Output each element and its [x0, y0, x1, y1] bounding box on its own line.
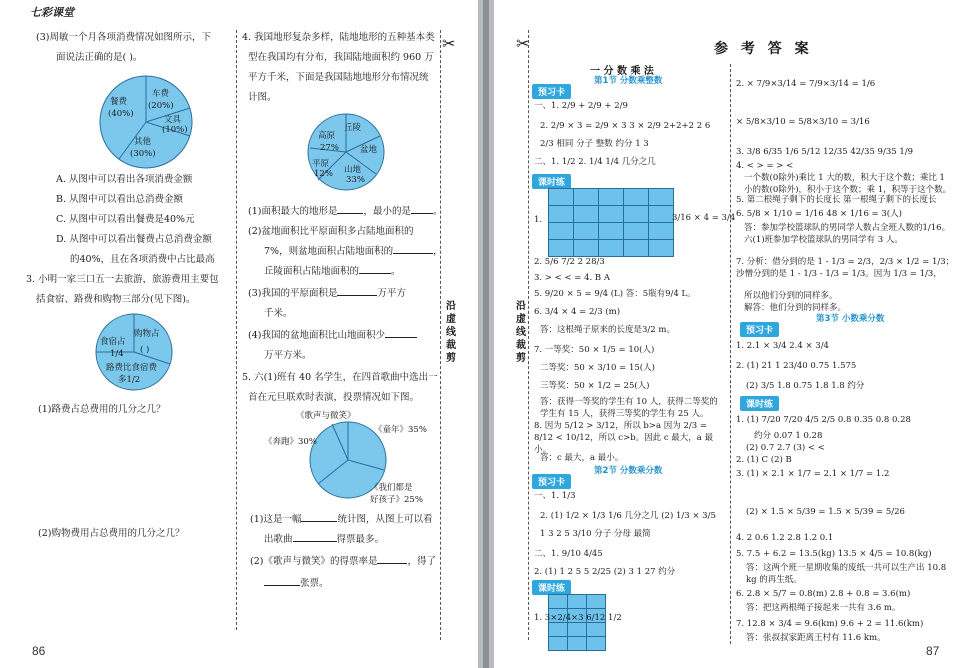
section3-title: 第3节 小数乘分数	[816, 314, 885, 324]
answer-line: 答：这根绳子原来的长度是3/2 m。	[540, 325, 675, 335]
section2-title: 第2节 分数乘分数	[594, 466, 663, 476]
answer-line: 2. (1) 1/2 × 1/3 1/6 几分之几 (2) 1/3 × 3/5	[540, 511, 716, 521]
answer-line: 一、1. 2/9 + 2/9 + 2/9	[534, 101, 628, 111]
answer-line: 二、1. 9/10 4/45	[534, 549, 603, 559]
answer-line: 3/16 × 4 = 3/4	[672, 213, 736, 223]
answer-line: 5. 第二根绳子剩下的长度长 第一根绳子剩下的长度长	[736, 195, 937, 205]
q4-part2a: (2)盆地面积比平原面积多占陆地面积的	[248, 226, 414, 237]
pie4-song-c: 《奔跑》30%	[264, 437, 317, 447]
answer-line: 5. 7.5 + 6.2 = 13.5(kg) 13.5 × 4/5 = 10.8(kg)	[736, 549, 932, 559]
q-trip-2: 括食宿、路费和购物三部分(见下图)。	[36, 294, 196, 305]
pie3-mountain: 山地	[344, 165, 362, 175]
q4-3: 平方千米，下面是我国陆地地形分布情况统	[248, 72, 429, 83]
answer-line: 6. 2.8 × 5/7 = 0.8(m) 2.8 + 0.8 = 3.6(m)	[736, 589, 911, 599]
scissors-icon-right: ✂	[516, 34, 530, 53]
scissors-icon: ✂	[442, 34, 456, 53]
pie3-mountain-pct: 33%	[346, 175, 365, 185]
pie1-stationery-pct: (10%)	[162, 125, 188, 135]
pie2-road: 路费比食宿费	[106, 363, 158, 373]
answer-line: 答：这两个班一星期收集的废纸一共可以生产出 10.8 kg 的再生纸。	[746, 563, 947, 585]
answer-line: 1. 2.1 × 3/4 2.4 × 3/4	[736, 341, 829, 351]
q-trip-part1: (1)路费占总费用的几分之几？	[38, 404, 166, 415]
q-trip: 3. 小明一家三口五一去旅游，旅游费用主要包	[26, 274, 219, 285]
answer-line: (2) × 1.5 × 5/39 = 1.5 × 5/39 = 5/26	[746, 507, 905, 517]
q4: 4. 我国地形复杂多样，陆地地形的五种基本类	[242, 32, 435, 43]
answer-line: 二等奖：50 × 3/10 = 15(人)	[540, 363, 655, 373]
answer-line: 答：把这两根绳子接起来一共有 3.6 m。	[746, 603, 901, 613]
answer-line: 5. 9/20 × 5 = 9/4 (L) 答：5瓶有9/4 L。	[534, 289, 696, 299]
q5-part1: (1)这是一幅 统计图，从图上可以看	[250, 514, 433, 525]
book-spine	[478, 0, 494, 668]
answer-line: 约分 0.07 1 0.28	[754, 431, 823, 441]
page-number-left: 86	[32, 644, 46, 658]
q3-intro: (3)周敏一个月各项消费情况如图所示，下	[36, 32, 211, 43]
q5-part2: (2)《歌声与微笑》的得票率是 ，得了	[250, 556, 436, 567]
q4-part1: (1)面积最大的地形是 ，最小的是 。	[248, 206, 443, 217]
answer-line: 1 3 2 5 3/10 分子 分母 最简	[540, 529, 651, 539]
q5-part1b: 出歌曲 得票最多。	[264, 534, 385, 545]
answer-line: 答：参加学校篮球队的男同学人数占全班人数的1/16。六(1)班参加学校篮球队的男同学有 3 人。	[744, 223, 951, 245]
answer-line: 答：获得一等奖的学生有 10 人，获得二等奖的学生有 15 人，获得三等奖的学生有 25 人。	[540, 397, 718, 419]
pie1-meal-pct: (40%)	[108, 109, 134, 119]
answer-line: 6. 3/4 × 4 = 2/3 (m)	[534, 307, 621, 317]
practice-tag-2: 课时练	[532, 580, 571, 595]
brand-logo: 七彩课堂	[30, 6, 74, 19]
answer-line: 二、1. 1/2 2. 1/4 1/4 几分之几	[534, 157, 656, 167]
q3-option-c: C. 从图中可以看出餐费是40%元	[56, 214, 195, 225]
answer-line: 2. 2/9 × 3 = 2/9 × 3 3 × 2/9 2+2+2 2 6	[540, 121, 711, 131]
q3-option-d-2: 的40%，且在各项消费中占比最高	[70, 254, 215, 265]
q3-option-b: B. 从图中可以看出总消费金额	[56, 194, 184, 205]
answer-line: 所以他们分到的同样多。	[744, 291, 838, 301]
answer-line: 3. (1) × 2.1 × 1/7 = 2.1 × 1/7 = 1.2	[736, 469, 890, 479]
pie2-shop-blank: ( )	[140, 345, 150, 355]
pie1-meal: 餐费	[110, 97, 128, 107]
answer-line: 7. 12.8 × 3/4 = 9.6(km) 9.6 + 2 = 11.6(km)	[736, 619, 924, 629]
answer-line: 答：c 最大，a 最小。	[540, 453, 624, 463]
answer-line: 2. (1) C (2) B	[736, 455, 792, 465]
pie3-plain: 平原	[312, 159, 330, 169]
answer-line: 一个数(0除外)乘比 1 大的数，积大于这个数；乘比 1 小的数(0除外)，积小于这个数；乘 1，积等于这个数。	[744, 173, 952, 195]
answer-line: 3. > < < = 4. B A	[534, 273, 611, 283]
pie3-plain-pct: 12%	[314, 169, 333, 179]
preview-tag-2: 预习卡	[532, 474, 571, 489]
practice-tag-3: 课时练	[740, 396, 779, 411]
answer-line: 2. (1) 21 1 23/40 0.75 1.575	[736, 361, 857, 371]
answer-line: 2. (1) 1 2 5 5 2/25 (2) 3 1 27 约分	[534, 567, 676, 577]
q4-2: 型在我国均有分布，我国陆地面积约 960 万	[248, 52, 434, 63]
pie1-car: 车费	[152, 89, 170, 99]
pie2-lodging: 食宿占	[100, 337, 126, 347]
pie4-song-d2: 好孩子》25%	[370, 495, 423, 505]
fraction-grid-1	[548, 188, 674, 257]
cut-label-right: 沿虚线裁剪	[516, 301, 526, 364]
pie1-other-pct: (30%)	[130, 149, 156, 159]
pie2-road-frac: 多1/2	[118, 375, 141, 385]
q4-part2c: 丘陵面积占陆地面积的 。	[264, 266, 401, 277]
pie3-basin: 盆地	[360, 145, 378, 155]
practice-tag-1: 课时练	[532, 174, 571, 189]
answer-line: 1. (1) 7/20 7/20 4/5 2/5 0.8 0.35 0.8 0.28	[736, 415, 911, 425]
page-number-right: 87	[926, 644, 940, 658]
pie4-song-a: 《歌声与微笑》	[296, 411, 356, 421]
answer-item-label: 1.	[534, 215, 543, 225]
q5-part2c: 张票。	[264, 578, 329, 590]
cut-line-right	[528, 30, 529, 640]
q4-part4b: 万平方米。	[264, 350, 312, 361]
pie1-car-pct: (20%)	[148, 101, 174, 111]
pie4-song-b: 《童年》35%	[374, 425, 427, 435]
pie1-stationery: 文具	[164, 115, 182, 125]
right-page	[494, 0, 964, 668]
q3-intro-2: 面说法正确的是( )。	[56, 52, 143, 63]
preview-tag-1: 预习卡	[532, 84, 571, 99]
answer-line: (2) 0.7 2.7 (3) < <	[746, 443, 825, 453]
q5: 5. 六(1)班有 40 名学生，在四首歌曲中选出一	[242, 372, 438, 383]
answer-line: 8. 因为 5/12 > 3/12，所以 b>a 因为 2/3 = 8/12 < 10/12，所以 c>b。因此 c 最大，a 最小。	[534, 421, 714, 455]
answer-line: 一、1. 1/3	[534, 491, 576, 501]
pie1-other: 其他	[134, 137, 152, 147]
answer-line: 6. 5/8 × 1/10 = 1/16 48 × 1/16 = 3(人)	[736, 209, 902, 219]
pie3-hills: 丘陵	[344, 123, 362, 133]
answer-line: 1. 3×2/4×3 6/12 1/2	[534, 613, 622, 623]
answer-line: 4. < > = > <	[736, 161, 794, 171]
unit-title: 一 分 数 乘 法	[590, 66, 654, 77]
answer-line: 3. 3/8 6/35 1/6 5/12 12/35 42/35 9/35 1/9	[736, 147, 914, 157]
q4-4: 计图。	[248, 92, 277, 103]
answer-line: × 5/8×3/10 = 5/8×3/10 = 3/16	[736, 117, 870, 127]
answer-line: 4. 2 0.6 1.2 2.8 1.2 0.1	[736, 533, 834, 543]
pie2-lodging-frac: 1/4	[110, 349, 124, 359]
q4-part4a: (4)我国的盆地面积比山地面积少	[248, 330, 417, 342]
q3-option-d: D. 从图中可以看出餐费占总消费金额	[56, 234, 212, 245]
cut-label: 沿虚线裁剪	[446, 301, 456, 364]
answer-line: 2. × 7/9×3/14 = 7/9×3/14 = 1/6	[736, 79, 876, 89]
answer-line: 7. 分析：借分到的是 1 - 1/3 = 2/3，2/3 × 1/2 = 1/3；沙憎分到的是 1 - 1/3 - 1/3 = 1/3。因为 1/3 = 1/3，	[736, 257, 955, 279]
answer-column-divider	[730, 64, 731, 644]
answer-line: 解答：他们分到的同样多。	[744, 303, 847, 313]
column-divider	[236, 30, 237, 630]
answer-line: 2/3 相同 分子 整数 约分 1 3	[540, 139, 649, 149]
left-page	[0, 0, 478, 668]
answer-line: 2. 5/6 7/2 2 28/3	[534, 257, 605, 267]
q4-part3a: (3)我国的平原面积是 万平方	[248, 288, 406, 299]
answer-line: 7. 一等奖：50 × 1/5 = 10(人)	[534, 345, 655, 355]
pie4-song-d: 《我们都是	[370, 483, 413, 493]
answers-title: 参 考 答 案	[714, 41, 813, 57]
answer-line: 三等奖：50 × 1/2 = 25(人)	[540, 381, 650, 391]
answer-line: (2) 3/5 1.8 0.75 1.8 1.8 约分	[746, 381, 865, 391]
q-trip-part2: (2)购物费用占总费用的几分之几？	[38, 528, 185, 539]
cut-line	[440, 30, 441, 640]
q3-option-a: A. 从图中可以看出各项消费金额	[56, 174, 193, 185]
pie2-shop: 购物占	[134, 329, 160, 339]
section1-title: 第1节 分数乘整数	[594, 76, 663, 86]
pie3-plateau: 高原	[318, 131, 336, 141]
q4-part3c: 千米。	[264, 308, 293, 319]
answer-line: 答：张叔叔家距离王村有 11.6 km。	[746, 633, 886, 643]
preview-tag-3: 预习卡	[740, 322, 779, 337]
q4-part2b: 7%，则盆地面积占陆地面积的 ，	[264, 246, 443, 257]
q5-2: 首在元旦联欢时表演，投票情况如下图。	[248, 392, 420, 403]
pie3-plateau-pct: 27%	[320, 143, 339, 153]
